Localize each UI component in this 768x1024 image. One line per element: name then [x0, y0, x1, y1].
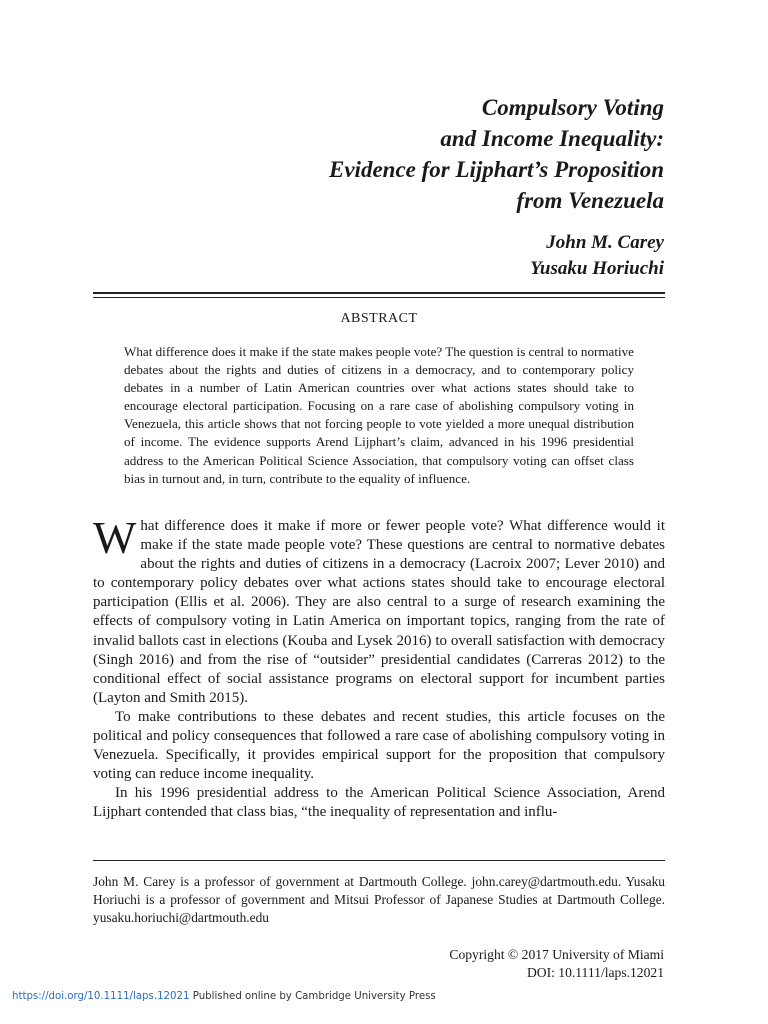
title-line-2: and Income Inequality: — [440, 126, 664, 151]
paragraph-1 — [93, 512, 665, 708]
title-line-3: Evidence for Lijphart’s Proposition — [329, 157, 664, 182]
author-list — [530, 230, 664, 282]
author-footnote: John M. Carey is a professor of government at Dartmouth College. john.carey@dartmouth.edu. Yusaku Horiuchi is a professor of government and Mitsui Professor of Japanese Studies at Dartmouth College. yusaku.horiuchi@dartmouth.edu — [93, 874, 665, 926]
paragraph-3: In his 1996 presidential address to the American Political Science Association, Arend Lijphart contended that class bias, “the inequality of representation and influ- — [93, 785, 665, 821]
footnote-divider — [93, 860, 665, 861]
title-line-4: from Venezuela — [516, 188, 664, 213]
author-1: John M. Carey — [546, 232, 664, 253]
abstract-heading: ABSTRACT — [340, 311, 418, 326]
title-line-1: Compulsory Voting — [481, 95, 664, 120]
author-2: Yusaku Horiuchi — [530, 258, 664, 279]
title-divider — [93, 292, 665, 298]
paragraph-1-text: hat difference does it make if more or fewer people vote? What difference would it make if the state made people vote? These questions are central to normative debates about the rights and duties of citizens in a democracy (Lacroix 2007; Lever 2010) and to contemporary policy debates over what actions states should take to encourage electoral participation (Ellis et al. 2006). They are also central to a surge of research examining the effects of compulsory voting in Latin America on important topics, ranging from the rate of invalid ballots cast in elections (Kouba and Lysek 2016) to overall satisfaction with democracy (Singh 2016) and from the rise of “outsider” presidential candidates (Carreras 2012) to the conditional effect of social assistance programs on electoral support for incumbent parties (Layton and Smith 2015). — [93, 518, 665, 706]
abstract-text: What difference does it make if the state makes people vote? The question is central to normative debates about the rights and duties of citizens in a democracy, and to contemporary policy debates in a number of Latin American countries over what actions states should take to encourage electoral participation. Focusing on a rare case of abolishing compulsory voting in Venezuela, this article shows that not forcing people to vote yielded a more unequal distribution of income. The evidence supports Arend Lijphart’s claim, advanced in his 1996 presidential address to the American Political Science Association, that compulsory voting can offset class bias in turnout and, in turn, contribute to the equality of influence. — [124, 344, 634, 486]
paragraph-2: To make contributions to these debates and recent studies, this article focuses on the political and policy consequences that followed a rare case of abolishing compulsory voting in Venezuela. Specifically, it provides empirical support for the proposition that compulsory voting can reduce income inequality. — [93, 708, 665, 783]
copyright-line: Copyright © 2017 University of Miami — [449, 947, 664, 962]
doi-link[interactable]: https://doi.org/10.1111/laps.12021 — [12, 991, 190, 1002]
article-title — [329, 92, 664, 216]
drop-cap: W — [93, 512, 137, 563]
doi-line: DOI: 10.1111/laps.12021 — [526, 965, 664, 980]
article-body — [93, 512, 665, 823]
copyright-block — [449, 946, 664, 982]
publication-footer — [12, 991, 436, 1002]
publisher-note: Published online by Cambridge University Press — [192, 991, 436, 1002]
